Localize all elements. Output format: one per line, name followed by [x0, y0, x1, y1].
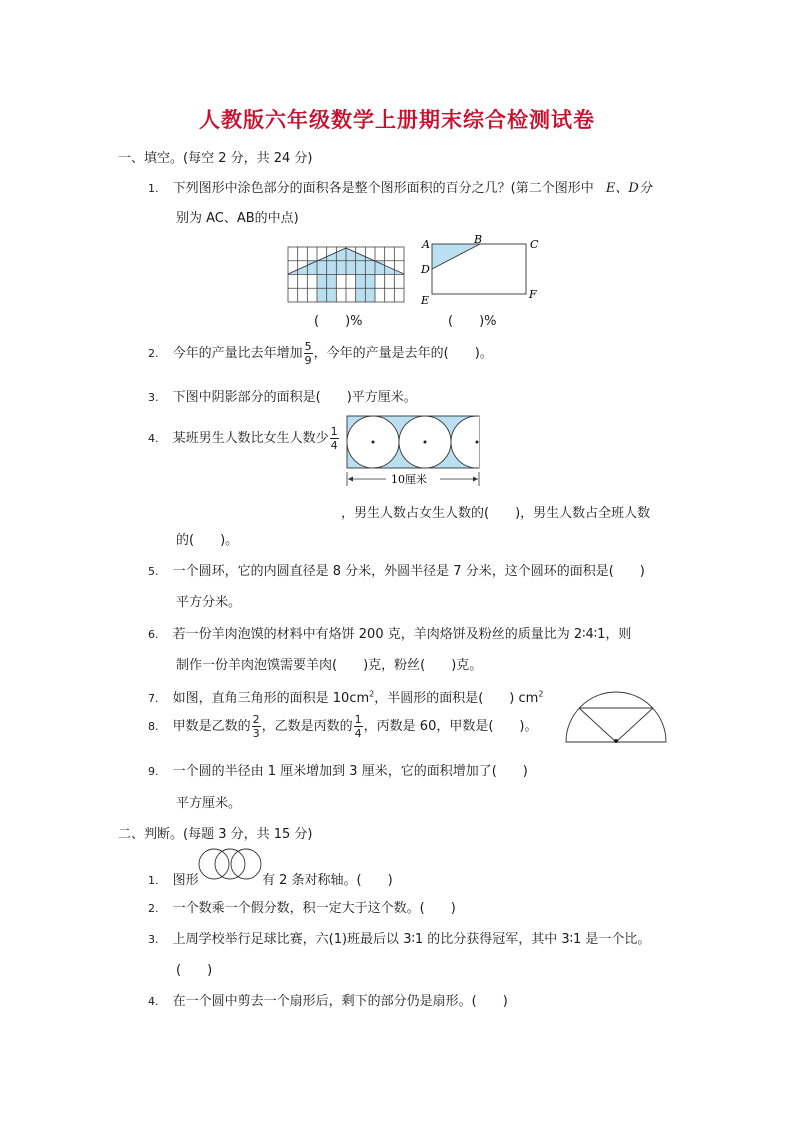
judge-question-3-line2: ( ) [176, 963, 213, 978]
question-number: 1. [148, 874, 159, 887]
label-a: A [422, 238, 430, 251]
question-4-line2: ，男生人数占女生人数的( )，男生人数占全班人数 [341, 506, 651, 521]
grid-house-figure [288, 247, 404, 303]
question-text: 上周学校举行足球比赛，六(1)班最后以 3∶1 的比分获得冠军，其中 3∶1 是一个比。 [172, 932, 651, 947]
question-4 [148, 425, 340, 452]
question-1 [148, 177, 652, 196]
label-d: D [421, 263, 430, 276]
semicircle [566, 692, 666, 742]
judge-question-1 [148, 869, 199, 888]
fraction: $\frac{1}{4}$ [354, 713, 362, 740]
question-number: 5. [148, 565, 159, 578]
question-text-post: ，今年的产量是去年的( )。 [313, 346, 493, 361]
question-text: 图形 [172, 873, 199, 888]
question-text-3: ，丙数是 60，甲数是( )。 [363, 719, 538, 734]
section-heading-fill-blank: 一、填空。(每空 2 分，共 24 分) [118, 151, 313, 166]
question-text-mid: ，半圆形的面积是( ) cm [374, 691, 539, 706]
judge-question-3 [148, 928, 650, 947]
question-6 [148, 623, 631, 642]
semicircle-figure [564, 690, 668, 746]
question-text: 下列图形中涂色部分的面积各是整个图形面积的百分之几？(第二个图形中 [172, 181, 594, 196]
section-heading-true-false: 二、判断。(每题 3 分，共 15 分) [118, 827, 313, 842]
question-text: 今年的产量比去年增加 [172, 346, 303, 361]
question-7 [148, 687, 543, 706]
answer-blank-1: ( )% [314, 314, 363, 329]
fraction: $\frac{5}{9}$ [304, 340, 312, 367]
judge-question-2 [148, 897, 456, 916]
question-text: 一个圆的半径由 1 厘米增加到 3 厘米，它的面积增加了( ) [172, 764, 528, 779]
fraction: $\frac{1}{4}$ [330, 425, 338, 452]
rectangle-figure [420, 233, 550, 307]
question-text: 在一个圆中剪去一个扇形后，剩下的部分仍是扇形。( ) [172, 994, 508, 1009]
question-2 [148, 340, 493, 367]
question-5 [148, 560, 645, 579]
question-8 [148, 713, 538, 740]
question-text-tail: E、D分 [605, 181, 652, 196]
question-1-line2: 别为 AC、AB的中点) [176, 211, 299, 226]
question-number: 9. [148, 765, 159, 778]
question-number: 2. [148, 902, 159, 915]
label-f: F [529, 288, 537, 301]
question-text: 如图，直角三角形的面积是 10cm [172, 691, 370, 706]
page-title: 人教版六年级数学上册期末综合检测试卷 [199, 107, 595, 132]
question-number: 1. [148, 182, 159, 195]
question-text: 某班男生人数比女生人数少 [172, 431, 329, 446]
judge-question-1-tail: 有 2 条对称轴。( ) [262, 873, 393, 888]
superscript: 2 [369, 689, 375, 699]
judge-question-4 [148, 990, 508, 1009]
question-text: 一个数乘一个假分数，积一定大于这个数。( ) [172, 901, 456, 916]
question-number: 3. [148, 933, 159, 946]
question-5-line2: 平方分米。 [176, 595, 242, 610]
question-9-line2: 平方厘米。 [176, 796, 242, 811]
label-b: B [474, 233, 483, 246]
grid-lines [288, 247, 404, 302]
question-4-line3: 的( )。 [176, 533, 239, 548]
question-number: 4. [148, 432, 159, 445]
question-3 [148, 386, 417, 405]
question-number: 3. [148, 391, 159, 404]
question-number: 4. [148, 995, 159, 1008]
question-text: 若一份羊肉泡馍的材料中有烙饼 200 克，羊肉烙饼及粉丝的质量比为 2∶4∶1，则 [172, 627, 632, 642]
fraction: $\frac{2}{3}$ [252, 713, 260, 740]
superscript: 2 [538, 689, 544, 699]
question-number: 7. [148, 692, 159, 705]
question-number: 8. [148, 720, 159, 733]
question-text: 一个圆环，它的内圆直径是 8 分米，外圆半径是 7 分米，这个圆环的面积是( ) [172, 564, 645, 579]
question-6-line2: 制作一份羊肉泡馍需要羊肉( )克，粉丝( )克。 [176, 658, 483, 673]
circles-rectangle-figure [344, 416, 484, 488]
question-9 [148, 760, 528, 779]
question-text-2: ，乙数是丙数的 [261, 719, 353, 734]
question-text: 下图中阴影部分的面积是( )平方厘米。 [172, 390, 417, 405]
question-text: 甲数是乙数的 [172, 719, 251, 734]
three-circles-figure [198, 848, 262, 880]
answer-blank-2: ( )% [448, 314, 497, 329]
question-number: 6. [148, 628, 159, 641]
question-number: 2. [148, 347, 159, 360]
label-c: C [530, 238, 539, 251]
label-e: E [421, 294, 430, 307]
dimension-label: 10厘米 [391, 473, 427, 486]
